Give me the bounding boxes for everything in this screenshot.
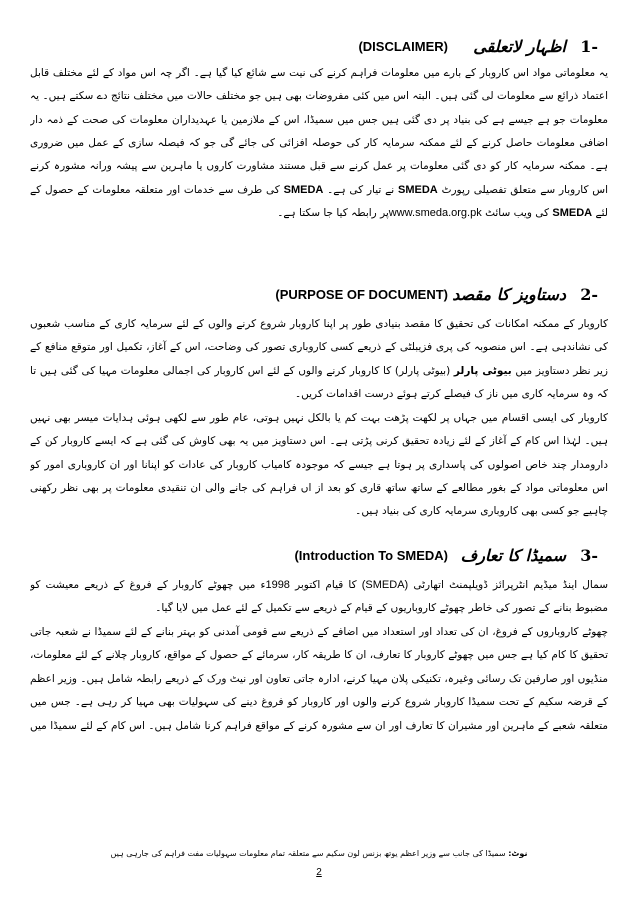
paragraph [30, 179, 608, 226]
section-title-english: (PURPOSE OF DOCUMENT) [275, 287, 448, 302]
section-title-english: (DISCLAIMER) [358, 39, 448, 54]
paragraph [30, 477, 608, 524]
year-term: 1998 [265, 579, 290, 591]
paragraph-text: اس کاروبار سے متعلق تفصیلی رپورٹ [441, 184, 608, 196]
paragraph-text: پر رابطہ کیا جا سکتا ہے۔ [277, 207, 389, 220]
paragraph-text: (بیوٹی پارلر) کا کاروبار کرنے والوں کے لئے اس کاروبار کی اجمالی معلومات مہیا کی گئی ہیں تا کہ وہ سرمایہ کاری میں ناز ک فیصلے کرتے ہوئے درست اقدامات کریں۔ [30, 365, 608, 401]
paragraph [30, 407, 608, 477]
paragraph [30, 360, 608, 407]
section-number: 1- [580, 37, 598, 56]
paragraph-text: ء میں چھوٹے کاروبار کے فروغ کے ذریعے معیشت کو مضبوط بنانے کے تصور کی خاطر چھوٹے کاروباریوں کے قیام کے ذریعے سے تکمیل کے لئے عمل میں لایا گیا۔ [30, 579, 608, 615]
paragraph-text: اضافی معلومات حاصل کرنے کے لئے ممکنہ سرمایہ کار کی حوصلہ افزائی کی جائے گی جو کہ فیصلہ سازی کے عمل میں ضروری ہے۔ ممکنہ سرمایہ کار کو دی گئی معلومات پر عمل کرنے سے قبل مستند مشاورت کاروں یا ماہرین سے پیشہ ورانہ مشورہ کرنے [30, 137, 608, 173]
paragraph-text: کاروبار کی ایسی اقسام میں جہاں پر لکھت پڑھت بہت کم یا بالکل نہیں ہوتی، عام طور سے لکھی ہوئی ہدایات میسر بھی نہیں ہیں۔ لہٰذا اس کام کے آغاز کے لئے زیادہ تحقیق کرنی پڑتی ہے۔ اس دستاویز میں یہ بھی کاوش کی گئی ہے کہ ایسے کاروبار کن کے دارومدار چند خاص اصولوں کی پاسداری پر ہوتا ہے جیسے کہ موجودہ کامیاب کاروبار کی عادات کو اپنانا اور ان کاروباری امور کو [30, 412, 608, 471]
section-number: 2- [580, 285, 598, 304]
paragraph-text: کی طرف سے خدمات اور متعلقہ معلومات کے حصول کے لئے [30, 184, 608, 220]
paragraph [30, 621, 608, 738]
paragraph [30, 132, 608, 179]
smeda-term: (SMEDA) [361, 579, 409, 591]
paragraph-text: یہ معلوماتی مواد اس کاروبار کے بارے میں معلومات فراہم کرنے کی نیت سے شائع کیا گیا ہے۔ اگر چہ اس مواد کے لئے مختلف قابل اعتماد ذرائع سے معلومات لی گئی ہیں۔ البتہ اس میں کئی مفروضات بھی ہیں جو مختلف حالات میں مختلف نتائج دے سکتے ہیں۔ یہ معلومات جو ہے جیسے ہے کی بنیاد پر دی گئی ہیں جس میں سمیڈا، اس کے ملازمین یا عہدیداران معلومات کی صحت کے ذمہ دار [30, 67, 608, 126]
section-title-english: (Introduction To SMEDA) [294, 548, 448, 563]
beauty-parlour-term: بیوٹی پارلر [453, 365, 512, 377]
smeda-term: SMEDA [552, 207, 593, 220]
paragraph-text: چھوٹے کاروباروں کے فروغ، ان کی تعداد اور استعداد میں اضافے کے ذریعے سے قومی آمدنی کو بہتر بنانے کے لئے سمیڈا نے شعبہ جاتی تحقیق کا کام کیا ہے جس میں چھوٹے کاروبار کا تعارف، ان کا طریقہ کار، سرمائے کے حصول کے مواقع، کاروبار چلانے کے لئے معلومات، منڈیوں اور صارفین تک رسائی وغیرہ، تکنیکی پلان مہیا کرنے، ادارہ جاتی تعاون اور نیٹ ورک کے ذریعے رابطہ شامل ہیں۔ وزیر اعظم کے قرضہ سکیم کے تحت سمیڈا کاروبار شروع کرنے والوں اور کاروبار کو فروغ دینے کی سہولیات بھی مہیا کر رہی ہے۔ جس میں متعلقہ شعبے کے ماہرین اور مشیران کا تعارف اور ان سے مشورہ کرنے کے مواقع فراہم کرنا شامل ہیں۔ اس کام کے لئے سمیڈا میں [30, 626, 608, 732]
section-heading-purpose [40, 282, 598, 308]
paragraph-text: زیر نظر دستاویز میں [515, 365, 608, 377]
paragraph-text: نے تیار کی ہے۔ [327, 184, 395, 196]
section-number: 3- [580, 546, 598, 565]
section-title-urdu: اظہار لاتعلقی [473, 37, 566, 56]
section-heading-smeda [40, 543, 598, 569]
section-title-urdu: سمیڈا کا تعارف [460, 546, 566, 565]
smeda-term: SMEDA [283, 184, 324, 196]
paragraph [30, 62, 608, 132]
page-number-value: 2 [316, 867, 322, 878]
footnote-label: نوٹ: [508, 849, 528, 858]
paragraph-text: کا قیام اکتوبر [295, 579, 357, 591]
paragraph-text: اس معلوماتی مواد کے بغور مطالعے کے ساتھ ساتھ قاری کو بعد از اں فراہم کی جانے والی ان تنقیدی معلومات پر بھی نظر رکھنی چاہیے جو کسی بھی کاروباری سرمایہ کاری کی بنیاد ہیں۔ [30, 482, 608, 518]
paragraph [30, 574, 608, 621]
footnote [60, 847, 578, 861]
paragraph-text: کی ویب سائٹ [485, 207, 550, 220]
paragraph [30, 313, 608, 360]
paragraph-text: کاروبار کے ممکنہ امکانات کی تحقیق کا مقصد بنیادی طور پر اپنا کاروبار شروع کرنے والوں کے لئے سرمایہ کاری کے مناسب شعبوں کی نشاندہی ہے۔ اس منصوبہ کی پری فزیبلٹی کے ذریعے کسی کاروباری تصور کی وضاحت، اس کے آغاز، تکمیل اور متوقع منافع کے [30, 318, 608, 354]
website-link[interactable]: www.smeda.org.pk [388, 207, 482, 220]
smeda-term: SMEDA [398, 184, 438, 196]
section-title-urdu: دستاویز کا مقصد [452, 285, 566, 304]
footnote-text: سمیڈا کی جانب سے وزیر اعظم یوتھ بزنس لون سکیم سے متعلقہ تمام معلومات سہولیات مفت فراہم کی جارہی ہیں [110, 849, 506, 858]
paragraph-text: سمال اینڈ میڈیم انٹرپرائز ڈویلپمنٹ اتھارٹی [413, 579, 608, 591]
page-number [0, 866, 638, 880]
section-heading-disclaimer [40, 34, 598, 60]
